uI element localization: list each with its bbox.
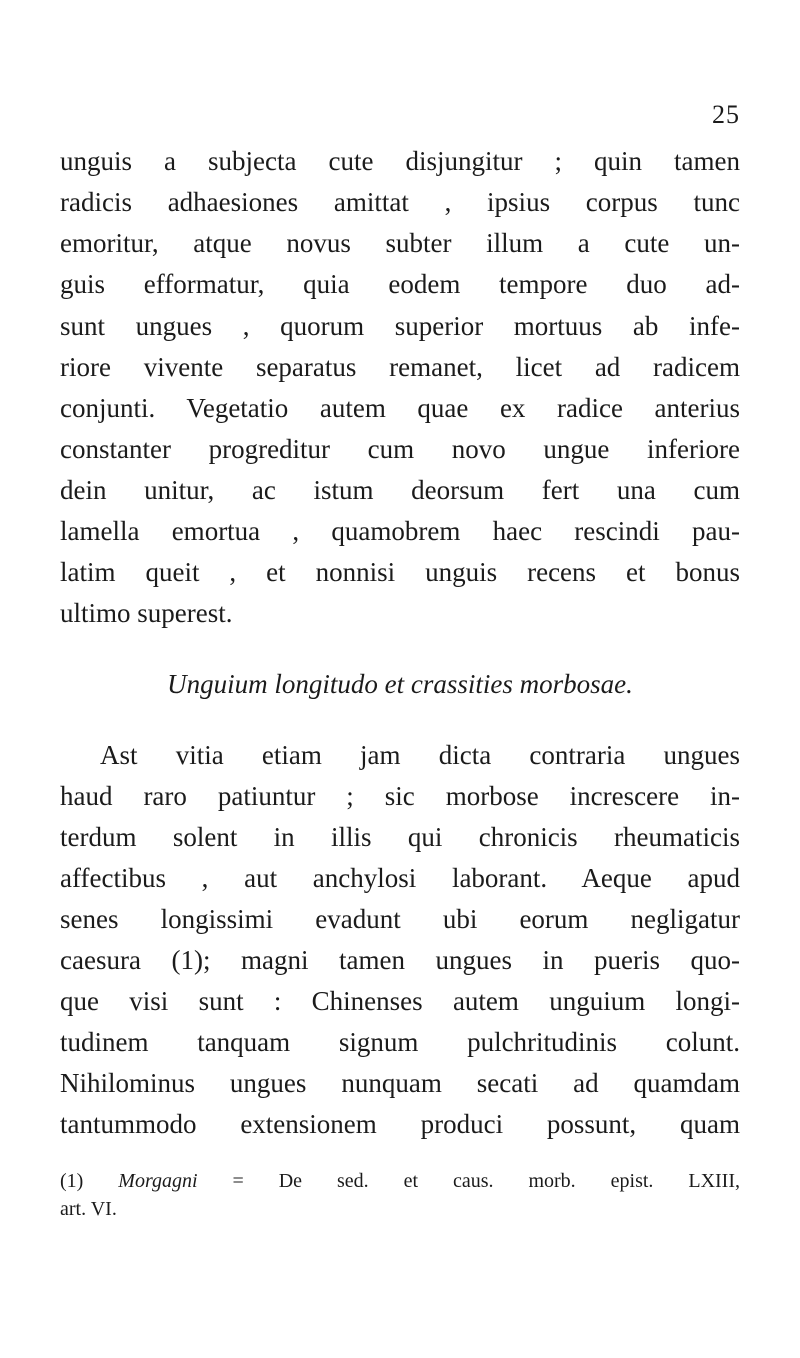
- text-line: senes longissimi evadunt ubi eorum negligatur: [60, 904, 740, 934]
- footnote-line-1: [60, 1168, 740, 1194]
- page-number: 25: [712, 100, 740, 129]
- text-line: caesura (1); magni tamen ungues in pueris quo-: [60, 945, 740, 975]
- text-line: constanter progreditur cum novo ungue inferiore: [60, 434, 740, 464]
- text-line: sunt ungues , quorum superior mortuus ab infe-: [60, 311, 740, 341]
- text-line: dein unitur, ac istum deorsum fert una cum: [60, 475, 740, 505]
- footnote-marker: (1): [60, 1170, 84, 1192]
- text-line: Nihilominus ungues nunquam secati ad quamdam: [60, 1068, 740, 1098]
- text-line: lamella emortua , quamobrem haec rescindi pau-: [60, 516, 740, 546]
- text-line: haud raro patiuntur ; sic morbose increscere in-: [60, 781, 740, 811]
- footnote-line-2: art. VI.: [60, 1198, 117, 1220]
- text-line: tudinem tanquam signum pulchritudinis colunt.: [60, 1027, 740, 1057]
- text-line: affectibus , aut anchylosi laborant. Aeque apud: [60, 863, 740, 893]
- text-line: radicis adhaesiones amittat , ipsius corpus tunc: [60, 187, 740, 217]
- footnote-citation: = De sed. et caus. morb. epist. LXIII,: [232, 1170, 740, 1192]
- text-line: unguis a subjecta cute disjungitur ; quin tamen: [60, 146, 740, 176]
- footnote-author: Morgagni: [118, 1170, 198, 1192]
- text-line: ultimo superest.: [60, 598, 233, 628]
- text-line: latim queit , et nonnisi unguis recens et bonus: [60, 557, 740, 587]
- text-line: terdum solent in illis qui chronicis rheumaticis: [60, 822, 740, 852]
- text-line: guis efformatur, quia eodem tempore duo ad-: [60, 269, 740, 299]
- text-line: que visi sunt : Chinenses autem unguium longi-: [60, 986, 740, 1016]
- text-line: emoritur, atque novus subter illum a cute un-: [60, 228, 740, 258]
- text-line: Ast vitia etiam jam dicta contraria ungues: [100, 740, 740, 770]
- section-heading: Unguium longitudo et crassities morbosae.: [167, 669, 633, 699]
- text-line: conjunti. Vegetatio autem quae ex radice anterius: [60, 393, 740, 423]
- text-line: riore vivente separatus remanet, licet ad radicem: [60, 352, 740, 382]
- text-line: tantummodo extensionem produci possunt, quam: [60, 1109, 740, 1139]
